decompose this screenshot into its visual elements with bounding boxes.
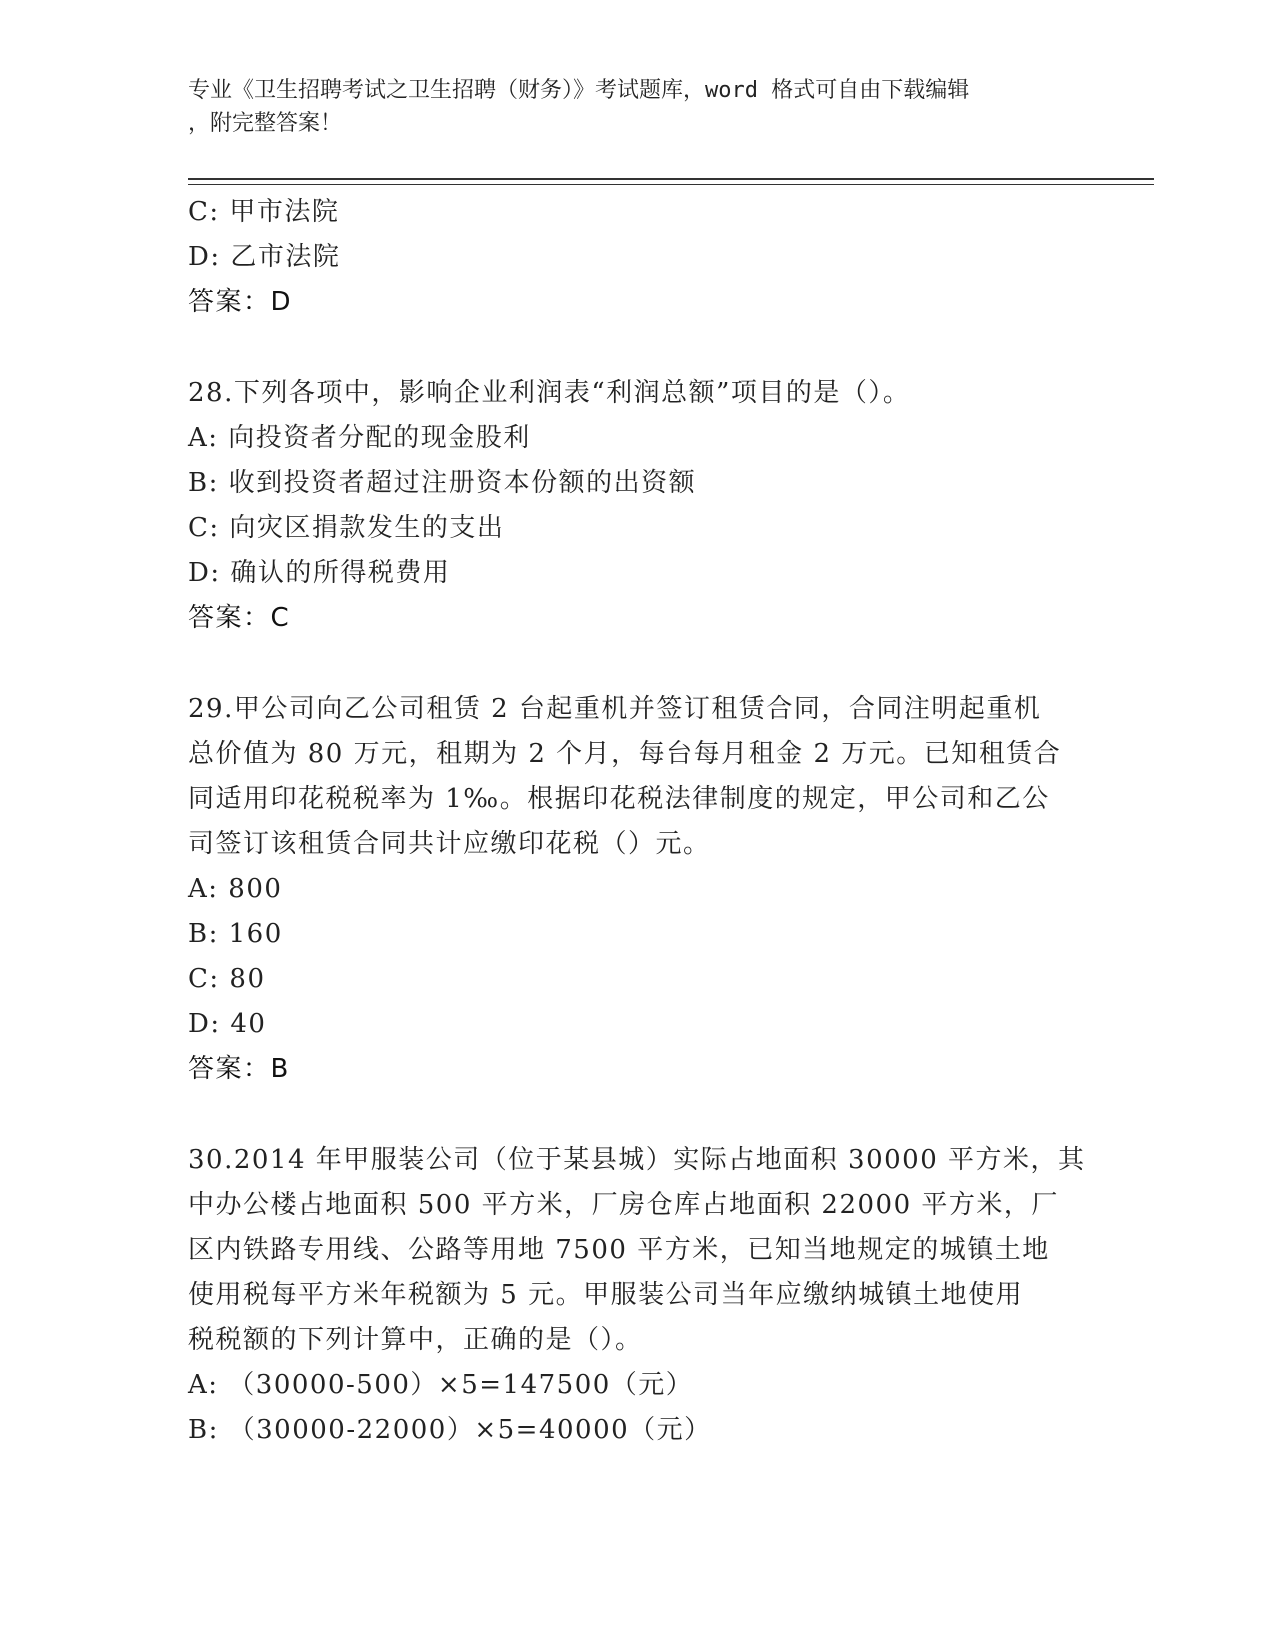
option-a: A: （30000-500）×5=147500（元）	[188, 1370, 694, 1400]
question-text-line: 29.甲公司向乙公司租赁 2 台起重机并签订租赁合同，合同注明起重机	[188, 694, 1042, 724]
option-b: B: （30000-22000）×5=40000（元）	[188, 1415, 712, 1445]
question-30	[188, 1138, 1088, 1453]
answer-line: 答案：C	[188, 603, 291, 633]
question-text-line: 中办公楼占地面积 500 平方米，厂房仓库占地面积 22000 平方米，厂	[188, 1190, 1059, 1220]
option-b: B: 160	[188, 919, 283, 949]
option-b: B: 收到投资者超过注册资本份额的出资额	[188, 468, 697, 498]
option-c: C: 80	[188, 964, 266, 994]
header-line-2: ，附完整答案！	[188, 111, 343, 136]
option-d: D: 确认的所得税费用	[188, 558, 451, 588]
question-29	[188, 687, 1088, 1092]
header-rule-thick	[188, 178, 1154, 180]
answer-line: 答案：B	[188, 1054, 290, 1084]
answer-line: 答案：D	[188, 287, 293, 317]
option-c: C: 向灾区捐款发生的支出	[188, 513, 505, 543]
question-text-line: 使用税每平方米年税额为 5 元。甲服装公司当年应缴纳城镇土地使用	[188, 1280, 1024, 1310]
option-d: D: 乙市法院	[188, 242, 341, 272]
question-text-line: 总价值为 80 万元，租期为 2 个月，每台每月租金 2 万元。已知租赁合	[188, 739, 1062, 769]
question-text-line: 30.2014 年甲服装公司（位于某县城）实际占地面积 30000 平方米，其	[188, 1145, 1086, 1175]
question-text-line: 税税额的下列计算中，正确的是（）。	[188, 1325, 643, 1355]
question-28	[188, 371, 1088, 641]
question-text-line: 同适用印花税税率为 1‰。根据印花税法律制度的规定，甲公司和乙公	[188, 784, 1050, 814]
spacer	[188, 1092, 1088, 1138]
question-text-line: 司签订该租赁合同共计应缴印花税（）元。	[188, 829, 711, 859]
option-a: A: 向投资者分配的现金股利	[188, 423, 531, 453]
spacer	[188, 325, 1088, 371]
document-body	[188, 190, 1088, 1453]
question-text-line: 区内铁路专用线、公路等用地 7500 平方米，已知当地规定的城镇土地	[188, 1235, 1050, 1265]
question-text-line: 28.下列各项中，影响企业利润表“利润总额”项目的是（）。	[188, 378, 911, 408]
previous-question	[188, 190, 1088, 325]
option-c: C: 甲市法院	[188, 197, 340, 227]
header-rule-thin	[188, 184, 1154, 185]
header-line-1: 专业《卫生招聘考试之卫生招聘（财务）》考试题库，word 格式可自由下载编辑	[188, 78, 970, 103]
option-d: D: 40	[188, 1009, 267, 1039]
spacer	[188, 641, 1088, 687]
document-header	[188, 74, 1078, 140]
option-a: A: 800	[188, 874, 283, 904]
